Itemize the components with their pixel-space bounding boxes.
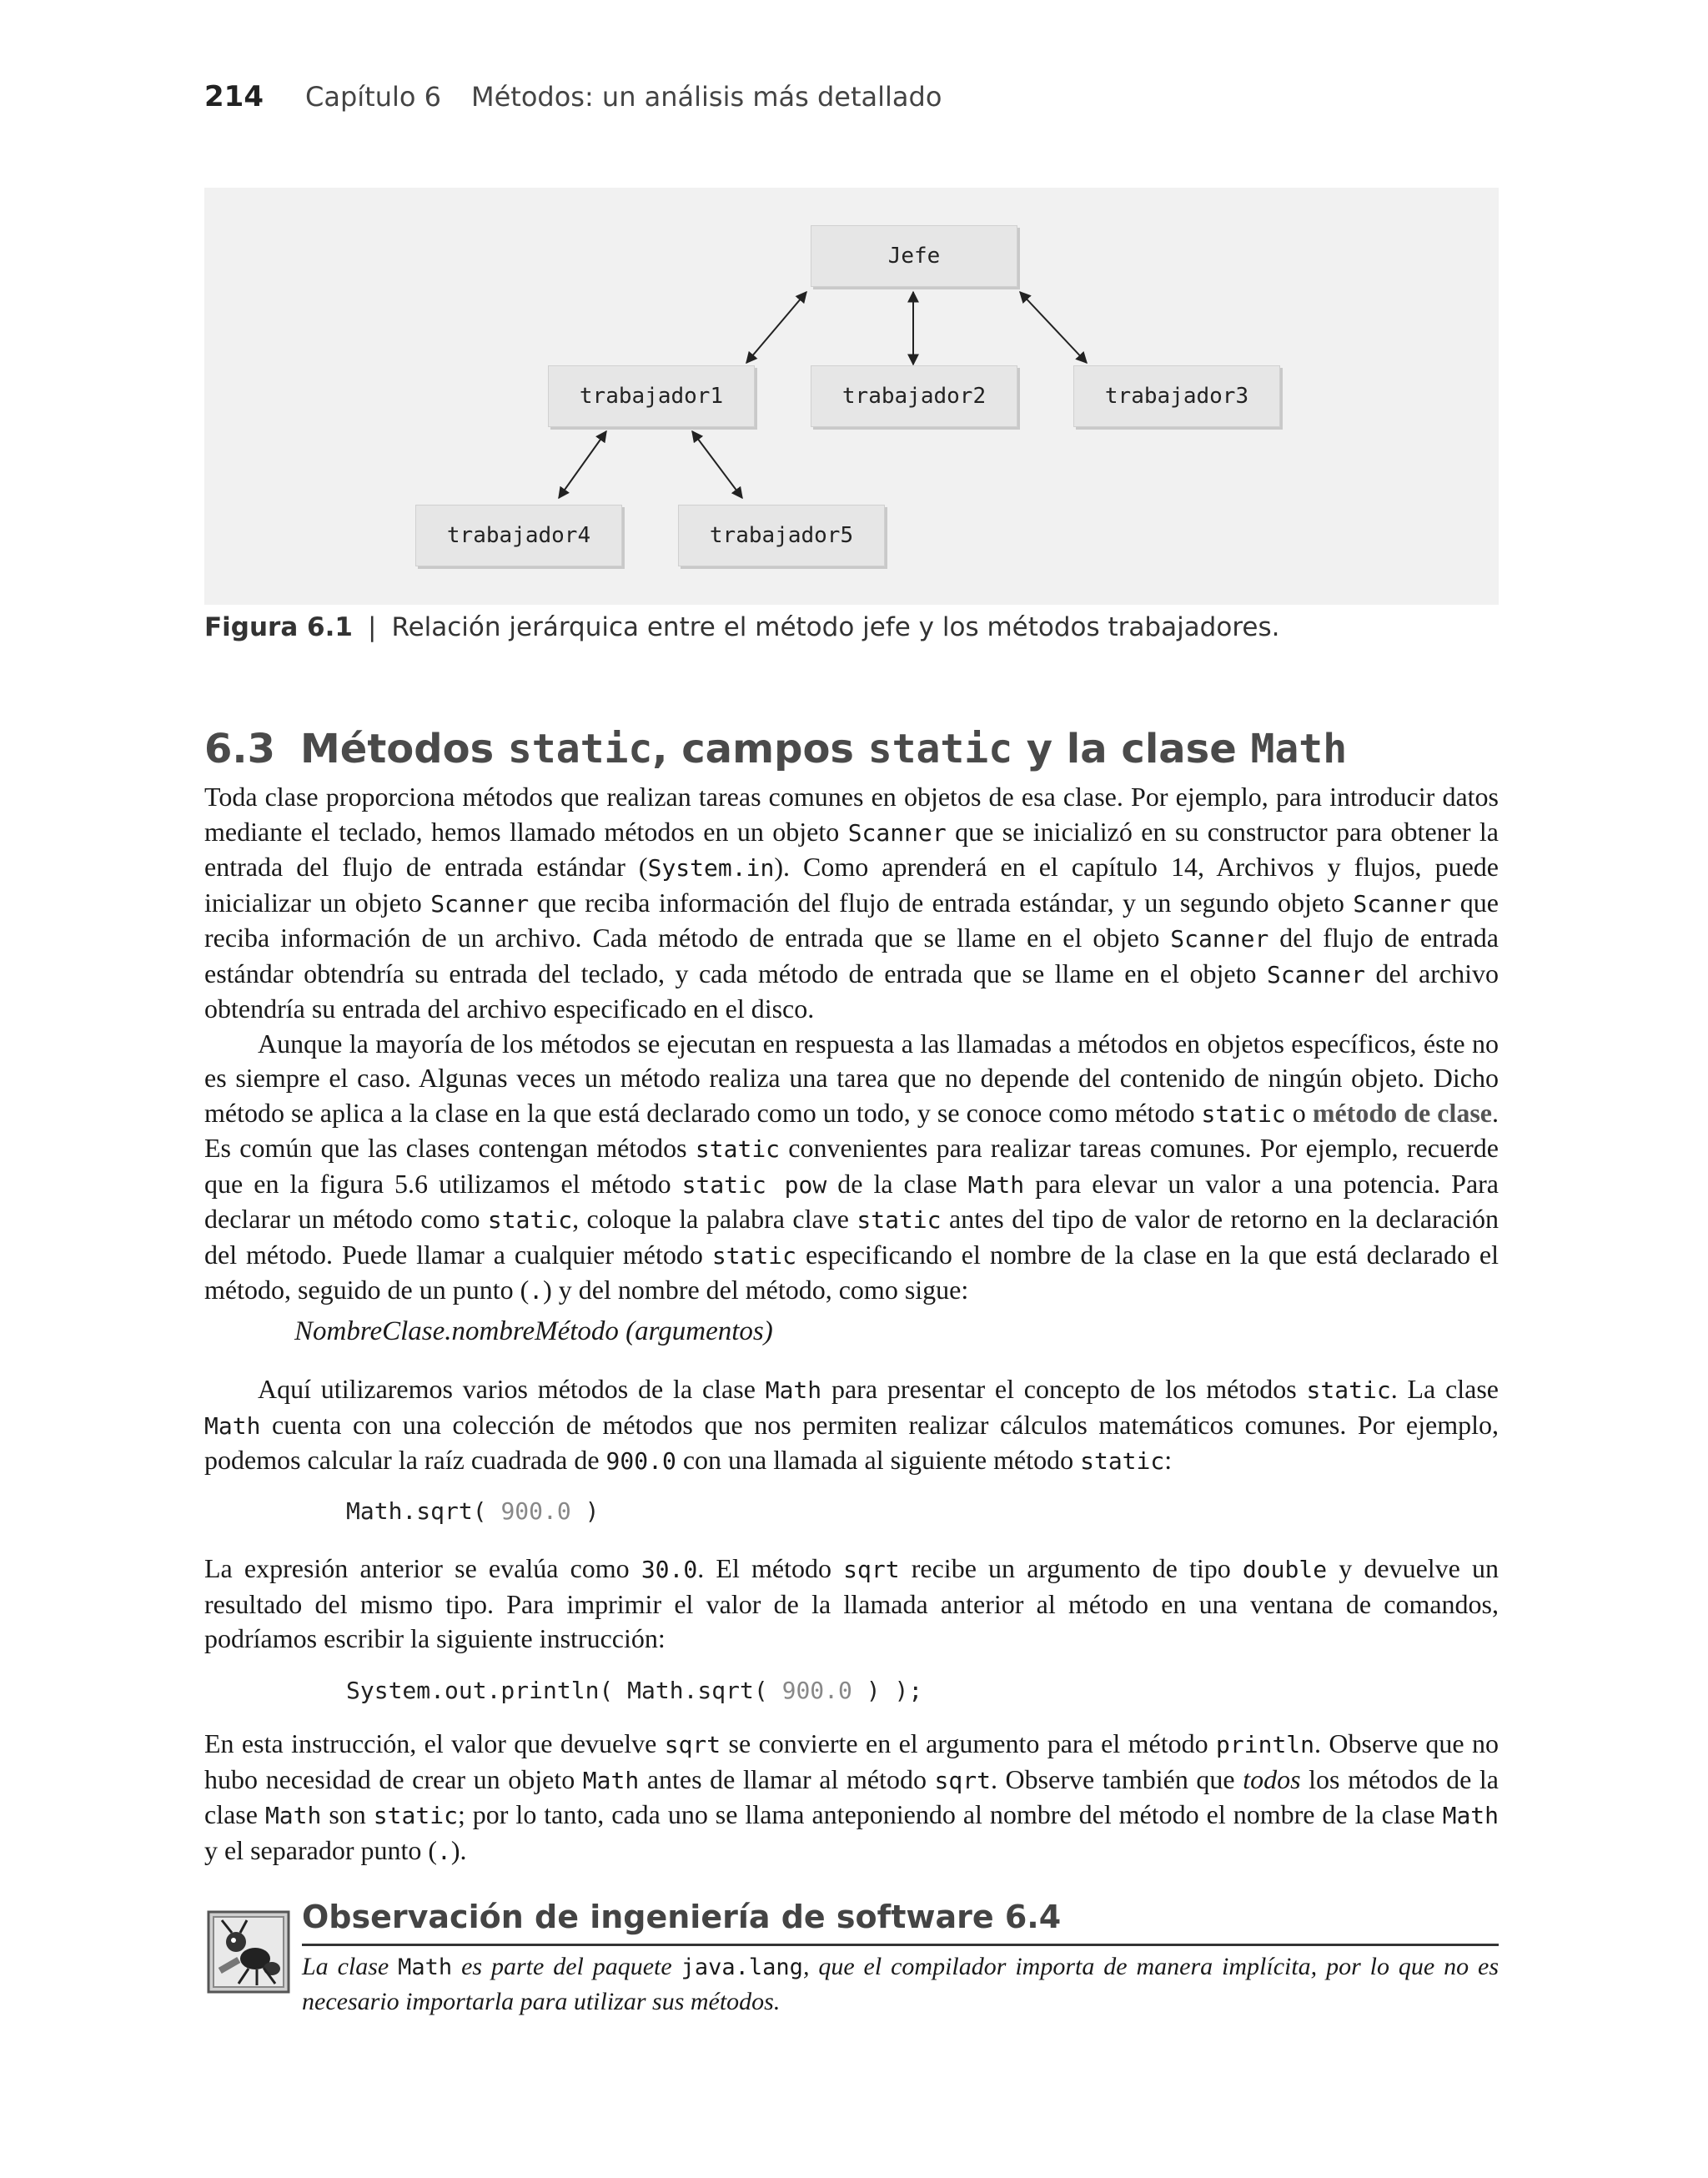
figure-label: Figura 6.1	[204, 612, 353, 642]
paragraph-1: Toda clase proporciona métodos que realizan tareas comunes en objetos de esa clase. Por ejemplo, para introducir datos mediante el teclado, hemos llamado métodos en un objeto Scanner que se inicializó en su constructor para obtener la entrada del flujo de entrada estándar (System.in). Como aprenderá en el capítulo 14, Archivos y flujos, puede inicializar un objeto Scanner que reciba información del flujo de entrada estándar, y un segundo objeto Scanner que reciba información de un archivo. Cada método de entrada que se llame en el objeto Scanner del flujo de entrada estándar obtendría su entrada del teclado, y cada método de entrada que se llame en el objeto Scanner del archivo obtendría su entrada del archivo especificado en el disco.	[204, 782, 1500, 1024]
node-worker1: trabajador1	[548, 365, 755, 427]
node-boss: Jefe	[811, 225, 1017, 287]
chapter-title: Métodos: un análisis más detallado	[470, 81, 942, 113]
node-worker3: trabajador3	[1073, 365, 1280, 427]
arrow-boss-w1	[746, 292, 806, 363]
key-term: método de clase	[1312, 1097, 1493, 1128]
paragraph-2: Aunque la mayoría de los métodos se ejecutan en respuesta a las llamadas a métodos en objetos específicos, éste no es siempre el caso. Algunas veces un método realiza una tarea que no depende del contenido de ningún objeto. Dicho método se aplica a la clase en la que está declarado como un todo, y se conoce como método static o método de clase. Es común que las clases contengan métodos static convenientes para realizar tareas comunes. Por ejemplo, recuerde que en la figura 5.6 utilizamos el método static pow de la clase Math para elevar un valor a una potencia. Para declarar un método como static, coloque la palabra clave static antes del tipo de valor de retorno en la declaración del método. Puede llamar a cualquier método static especificando el nombre de la clase en la que está declarado el método, seguido de un punto (.) y del nombre del método, como sigue:	[204, 1028, 1500, 1305]
page-number: 214	[204, 80, 264, 113]
body-block-3	[204, 1552, 1499, 1657]
figure-caption: Figura 6.1 | Relación jerárquica entre el método jefe y los métodos trabajadores.	[204, 612, 1280, 642]
node-worker4: trabajador4	[415, 505, 622, 566]
arrow-w1-w5	[692, 431, 742, 498]
method-call-syntax: NombreClase.nombreMétodo (argumentos)	[294, 1316, 773, 1346]
code-example-1: Math.sqrt( 900.0 )	[346, 1497, 600, 1525]
arrow-w1-w4	[559, 431, 606, 498]
hierarchy-figure	[204, 188, 1499, 605]
observation-rule	[302, 1944, 1499, 1946]
chapter-label: Capítulo 6	[304, 81, 441, 113]
arrow-boss-w3	[1020, 292, 1087, 363]
paragraph-5: En esta instrucción, el valor que devuelve sqrt se convierte en el argumento para el método println. Observe que no hubo necesidad de crear un objeto Math antes de llamar al método sqrt. Observe también que todos los métodos de la clase Math son static; por lo tanto, cada uno se llama anteponiendo al nombre del método el nombre de la clase Math y el separador punto (.).	[204, 1728, 1500, 1865]
section-number: 6.3	[204, 726, 276, 772]
body-block-2	[204, 1372, 1499, 1479]
section-heading: 6.3 Métodos static, campos static y la clase Math	[204, 726, 1348, 772]
observation-title: Observación de ingeniería de software 6.4	[302, 1899, 1062, 1935]
node-worker2: trabajador2	[811, 365, 1017, 427]
software-engineering-ant-icon	[207, 1910, 290, 1994]
running-header	[204, 80, 942, 113]
paragraph-3: Aquí utilizaremos varios métodos de la clase Math para presentar el concepto de los métodos static. La clase Math cuenta con una colección de métodos que nos permiten realizar cálculos matemáticos comunes. Por ejemplo, podemos calcular la raíz cuadrada de 900.0 con una llamada al siguiente método static:	[204, 1374, 1500, 1475]
observation-text: La clase Math es parte del paquete java.lang, que el compilador importa de manera implícita, por lo que no es necesario importarla para utilizar sus métodos.	[302, 1953, 1500, 2015]
paragraph-4: La expresión anterior se evalúa como 30.0. El método sqrt recibe un argumento de tipo double y devuelve un resultado del mismo tipo. Para imprimir el valor de la llamada anterior al método en una ventana de comandos, podríamos escribir la siguiente instrucción:	[204, 1553, 1500, 1653]
node-worker5: trabajador5	[678, 505, 885, 566]
body-block-1	[204, 780, 1499, 1309]
code-example-2: System.out.println( Math.sqrt( 900.0 ) );	[346, 1677, 923, 1704]
body-block-4	[204, 1727, 1499, 1869]
figure-caption-text: Relación jerárquica entre el método jefe y los métodos trabajadores.	[391, 612, 1280, 642]
